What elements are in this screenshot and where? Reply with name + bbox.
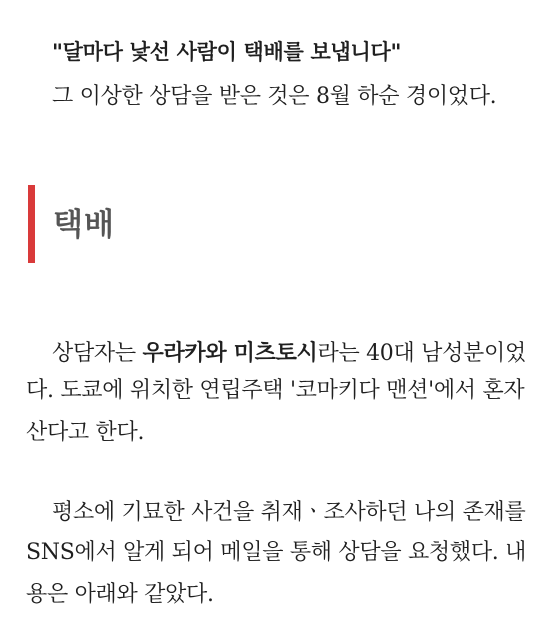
section-accent-bar <box>28 185 35 263</box>
paragraph2-line2: SNS에서 알게 되어 메일을 통해 상담을 요청했다. 내 <box>26 540 527 565</box>
paragraph1-line2: 다. 도쿄에 위치한 연립주택 '코마키다 맨션'에서 혼자 <box>26 378 525 403</box>
section-heading <box>28 185 328 263</box>
paragraph1-line1-suffix: 라는 40대 남성분이었 <box>317 341 526 366</box>
paragraph2-line3: 용은 아래와 같았다. <box>26 582 214 607</box>
paragraph2-line1: 평소에 기묘한 사건을 취재ㆍ조사하던 나의 존재를 <box>52 500 526 525</box>
paragraph1-line3: 산다고 한다. <box>26 420 145 445</box>
section-title: 택배 <box>53 207 115 243</box>
client-name: 우라카와 미츠토시 <box>142 340 318 366</box>
paragraph1-line1 <box>52 338 526 369</box>
paragraph1-line1-prefix: 상담자는 <box>52 341 143 366</box>
intro-quote: "달마다 낯선 사람이 택배를 보냅니다" <box>52 39 402 64</box>
intro-sentence: 그 이상한 상담을 받은 것은 8월 하순 경이었다. <box>52 84 497 109</box>
